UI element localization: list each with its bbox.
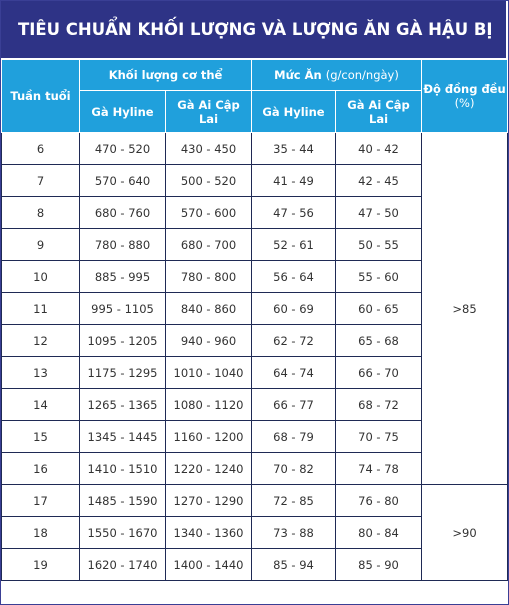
feed-hyline-cell: 68 - 79 (252, 421, 336, 453)
weight-aicap-cell: 570 - 600 (166, 197, 252, 229)
header-weight-hyline: Gà Hyline (80, 91, 166, 133)
week-cell: 11 (2, 293, 80, 325)
feed-hyline-cell: 70 - 82 (252, 453, 336, 485)
header-weight-aicap: Gà Ai Cập Lai (166, 91, 252, 133)
header-uniformity-label: Độ đồng đều (423, 82, 506, 96)
week-cell: 10 (2, 261, 80, 293)
feed-aicap-cell: 74 - 78 (336, 453, 422, 485)
feed-hyline-cell: 52 - 61 (252, 229, 336, 261)
weight-aicap-cell: 680 - 700 (166, 229, 252, 261)
weight-hyline-cell: 570 - 640 (80, 165, 166, 197)
header-uniformity (422, 60, 508, 133)
feed-aicap-cell: 70 - 75 (336, 421, 422, 453)
weight-hyline-cell: 780 - 880 (80, 229, 166, 261)
feed-hyline-cell: 60 - 69 (252, 293, 336, 325)
header-feed-aicap: Gà Ai Cập Lai (336, 91, 422, 133)
week-cell: 6 (2, 133, 80, 165)
feed-aicap-cell: 50 - 55 (336, 229, 422, 261)
weight-hyline-cell: 1620 - 1740 (80, 549, 166, 581)
weight-aicap-cell: 1270 - 1290 (166, 485, 252, 517)
week-cell: 17 (2, 485, 80, 517)
feed-hyline-cell: 56 - 64 (252, 261, 336, 293)
weight-aicap-cell: 1010 - 1040 (166, 357, 252, 389)
data-table (1, 59, 508, 581)
feed-aicap-cell: 76 - 80 (336, 485, 422, 517)
feed-aicap-cell: 42 - 45 (336, 165, 422, 197)
header-uniformity-unit: (%) (454, 96, 475, 110)
header-feed (252, 60, 422, 91)
weight-aicap-cell: 1080 - 1120 (166, 389, 252, 421)
weight-hyline-cell: 885 - 995 (80, 261, 166, 293)
weight-hyline-cell: 470 - 520 (80, 133, 166, 165)
weight-aicap-cell: 1400 - 1440 (166, 549, 252, 581)
weight-hyline-cell: 1410 - 1510 (80, 453, 166, 485)
feed-aicap-cell: 40 - 42 (336, 133, 422, 165)
weight-hyline-cell: 1095 - 1205 (80, 325, 166, 357)
feed-hyline-cell: 35 - 44 (252, 133, 336, 165)
week-cell: 15 (2, 421, 80, 453)
header-feed-unit: (g/con/ngày) (325, 68, 399, 82)
uniformity-cell: >90 (422, 485, 508, 581)
weight-hyline-cell: 995 - 1105 (80, 293, 166, 325)
weight-aicap-cell: 500 - 520 (166, 165, 252, 197)
feed-aicap-cell: 66 - 70 (336, 357, 422, 389)
header-feed-hyline: Gà Hyline (252, 91, 336, 133)
feed-hyline-cell: 62 - 72 (252, 325, 336, 357)
feed-aicap-cell: 55 - 60 (336, 261, 422, 293)
weight-hyline-cell: 1265 - 1365 (80, 389, 166, 421)
weight-aicap-cell: 1160 - 1200 (166, 421, 252, 453)
weight-aicap-cell: 840 - 860 (166, 293, 252, 325)
feed-hyline-cell: 64 - 74 (252, 357, 336, 389)
weight-hyline-cell: 1175 - 1295 (80, 357, 166, 389)
feed-aicap-cell: 68 - 72 (336, 389, 422, 421)
feed-aicap-cell: 65 - 68 (336, 325, 422, 357)
weight-aicap-cell: 780 - 800 (166, 261, 252, 293)
week-cell: 12 (2, 325, 80, 357)
weight-hyline-cell: 1550 - 1670 (80, 517, 166, 549)
week-cell: 14 (2, 389, 80, 421)
feed-aicap-cell: 80 - 84 (336, 517, 422, 549)
table-row (2, 133, 508, 165)
weight-hyline-cell: 1345 - 1445 (80, 421, 166, 453)
feed-aicap-cell: 47 - 50 (336, 197, 422, 229)
feed-hyline-cell: 66 - 77 (252, 389, 336, 421)
weight-hyline-cell: 1485 - 1590 (80, 485, 166, 517)
weight-aicap-cell: 1340 - 1360 (166, 517, 252, 549)
week-cell: 16 (2, 453, 80, 485)
weight-aicap-cell: 1220 - 1240 (166, 453, 252, 485)
feed-hyline-cell: 41 - 49 (252, 165, 336, 197)
week-cell: 7 (2, 165, 80, 197)
header-body-weight: Khối lượng cơ thể (80, 60, 252, 91)
feed-hyline-cell: 47 - 56 (252, 197, 336, 229)
week-cell: 19 (2, 549, 80, 581)
feed-hyline-cell: 72 - 85 (252, 485, 336, 517)
week-cell: 8 (2, 197, 80, 229)
week-cell: 9 (2, 229, 80, 261)
uniformity-cell: >85 (422, 133, 508, 485)
feed-aicap-cell: 60 - 65 (336, 293, 422, 325)
table-title: TIÊU CHUẨN KHỐI LƯỢNG VÀ LƯỢNG ĂN GÀ HẬU BỊ (1, 1, 506, 58)
weight-aicap-cell: 430 - 450 (166, 133, 252, 165)
weight-hyline-cell: 680 - 760 (80, 197, 166, 229)
week-cell: 18 (2, 517, 80, 549)
feed-aicap-cell: 85 - 90 (336, 549, 422, 581)
header-week: Tuần tuổi (2, 60, 80, 133)
header-feed-label: Mức Ăn (274, 68, 322, 82)
table-body (2, 133, 508, 581)
table-row (2, 485, 508, 517)
feed-hyline-cell: 85 - 94 (252, 549, 336, 581)
feed-hyline-cell: 73 - 88 (252, 517, 336, 549)
weight-aicap-cell: 940 - 960 (166, 325, 252, 357)
week-cell: 13 (2, 357, 80, 389)
